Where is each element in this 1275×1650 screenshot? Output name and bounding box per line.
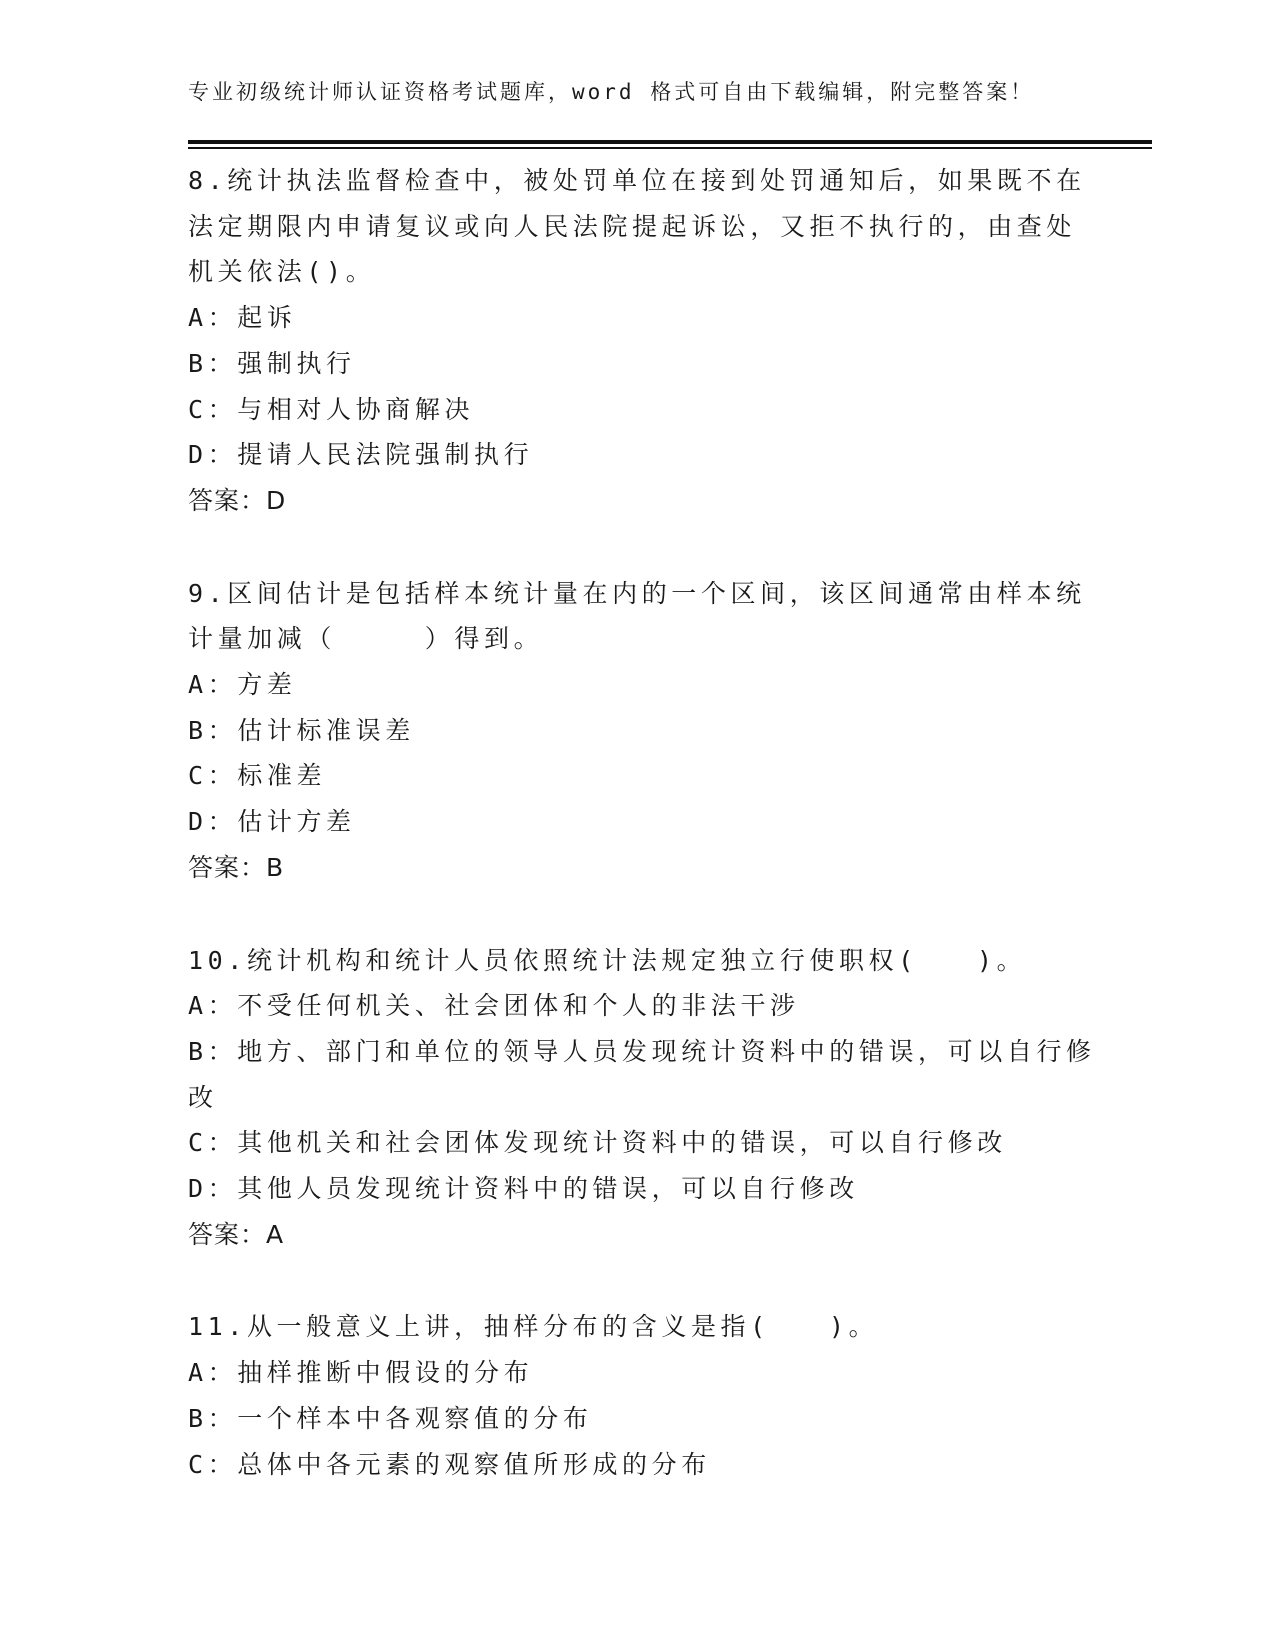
option-a: A：不受任何机关、社会团体和个人的非法干涉	[188, 991, 800, 1021]
question-stem-line: 法定期限内申请复议或向人民法院提起诉讼，又拒不执行的，由查处	[188, 211, 1077, 241]
option-d: D：估计方差	[188, 807, 356, 837]
option-a: A：起诉	[188, 303, 297, 333]
question-stem-line: 9.区间估计是包括样本统计量在内的一个区间，该区间通常由样本统	[188, 578, 1086, 608]
question-stem-line: 10.统计机构和统计人员依照统计法规定独立行使职权( )。	[188, 945, 1027, 975]
header-rule-thin	[188, 147, 1152, 149]
question-stem-line: 8.统计执法监督检查中，被处罚单位在接到处罚通知后，如果既不在	[188, 166, 1086, 195]
option-a: A：抽样推断中假设的分布	[188, 1358, 534, 1388]
question-stem-line: 11.从一般意义上讲，抽样分布的含义是指( )。	[188, 1312, 879, 1342]
question-stem-line: 机关依法()。	[188, 257, 376, 287]
question-8	[188, 158, 1088, 524]
question-10	[188, 938, 1096, 1258]
option-d: D：其他人员发现统计资料中的错误，可以自行修改	[188, 1174, 859, 1204]
option-c: C：与相对人协商解决	[188, 394, 475, 424]
option-b: B：一个样本中各观察值的分布	[188, 1403, 593, 1433]
option-d: D：提请人民法院强制执行	[188, 440, 534, 470]
question-9	[188, 571, 1088, 891]
option-c: C：其他机关和社会团体发现统计资料中的错误，可以自行修改	[188, 1128, 1007, 1158]
question-list	[188, 158, 1096, 1534]
option-b: B：估计标准误差	[188, 715, 415, 745]
option-a: A：方差	[188, 670, 297, 700]
option-c: C：总体中各元素的观察值所形成的分布	[188, 1449, 711, 1479]
header-rule-thick	[188, 140, 1152, 144]
option-b: B：地方、部门和单位的领导人员发现统计资料中的错误，可以自行修	[188, 1036, 1096, 1066]
answer-line: 答案：D	[188, 485, 287, 515]
question-11	[188, 1304, 1088, 1487]
option-b-continued: 改	[188, 1082, 218, 1112]
answer-line: 答案：B	[188, 852, 285, 882]
option-c: C：标准差	[188, 761, 327, 791]
answer-line: 答案：A	[188, 1219, 285, 1249]
option-b: B：强制执行	[188, 348, 356, 378]
page-header: 专业初级统计师认证资格考试题库，word 格式可自由下载编辑，附完整答案！	[188, 80, 1035, 104]
question-stem-line: 计量加减（ ）得到。	[188, 624, 544, 654]
